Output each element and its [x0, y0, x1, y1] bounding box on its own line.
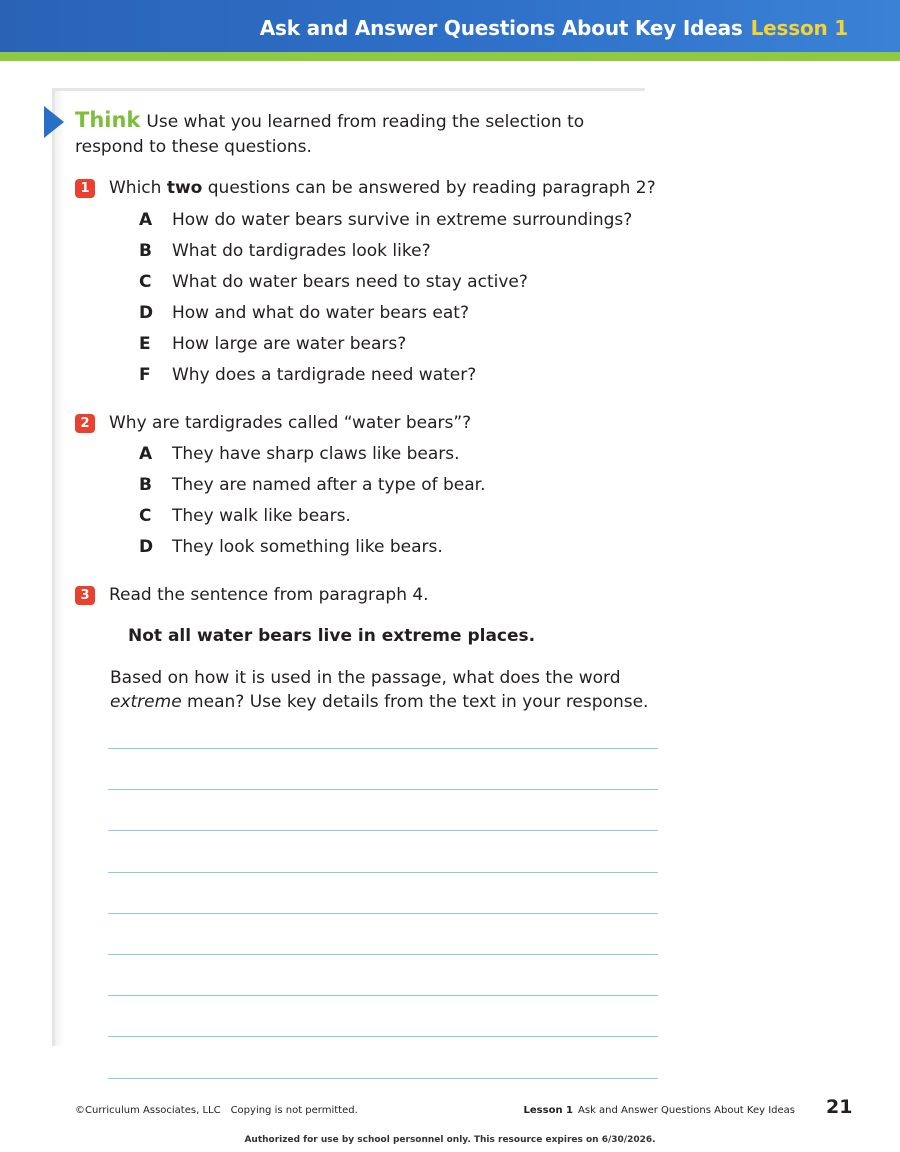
option-text[interactable]: They are named after a type of bear. [172, 475, 486, 495]
authorization-notice: Authorized for use by school personnel only. This resource expires on 6/30/2026. [244, 1135, 656, 1145]
option-text[interactable]: They look something like bears. [172, 537, 443, 557]
question-1-text [109, 176, 656, 200]
answer-line[interactable] [108, 830, 658, 831]
answer-line[interactable] [108, 1078, 658, 1079]
option-letter[interactable]: B [139, 241, 152, 261]
option-text[interactable]: They have sharp claws like bears. [172, 444, 460, 464]
answer-line[interactable] [108, 995, 658, 996]
option-letter[interactable]: B [139, 475, 152, 495]
option-text[interactable]: How and what do water bears eat? [172, 303, 469, 323]
option-text[interactable]: What do water bears need to stay active? [172, 272, 528, 292]
option-letter[interactable]: A [139, 210, 153, 230]
answer-line[interactable] [108, 872, 658, 873]
question-1-text-after: questions can be answered by reading paragraph 2? [202, 178, 656, 198]
question-number-badge: 1 [75, 179, 95, 198]
think-label: Think [75, 108, 141, 132]
footer-lesson [524, 1105, 795, 1116]
answer-line[interactable] [108, 913, 658, 914]
question-1-text-before: Which [109, 178, 167, 198]
answer-line[interactable] [108, 789, 658, 790]
quoted-sentence: Not all water bears live in extreme places. [128, 626, 536, 646]
page-number: 21 [826, 1096, 853, 1118]
question-number-badge: 2 [75, 414, 95, 433]
option-text[interactable]: How large are water bears? [172, 334, 407, 354]
option-text[interactable]: They walk like bears. [172, 506, 351, 526]
answer-line[interactable] [108, 1036, 658, 1037]
option-letter[interactable]: E [139, 334, 151, 354]
prompt-before: Based on how it is used in the passage, what does the word [110, 668, 621, 688]
question-3-prompt [110, 666, 670, 714]
question-number-badge: 3 [75, 586, 95, 605]
header-lesson: Lesson 1 [750, 16, 848, 40]
footer-lesson-label: Lesson 1 [523, 1105, 574, 1116]
option-letter[interactable]: C [139, 506, 152, 526]
answer-line[interactable] [108, 748, 658, 749]
option-text[interactable]: How do water bears survive in extreme surroundings? [172, 210, 633, 230]
question-3-text: Read the sentence from paragraph 4. [109, 585, 429, 605]
option-letter[interactable]: C [139, 272, 152, 292]
option-text[interactable]: Why does a tardigrade need water? [172, 365, 477, 385]
think-intro-text: Use what you learned from reading the selection to respond to these questions. [75, 112, 585, 157]
option-letter[interactable]: D [139, 537, 154, 557]
header-stripe [0, 52, 900, 61]
option-letter[interactable]: D [139, 303, 154, 323]
prompt-after: mean? Use key details from the text in your response. [181, 692, 649, 712]
prompt-italic-word: extreme [110, 692, 182, 712]
option-letter[interactable]: A [139, 444, 153, 464]
header-title [260, 0, 848, 52]
flag-icon [44, 106, 64, 138]
footer-lesson-title: Ask and Answer Questions About Key Ideas [578, 1105, 795, 1116]
footer-copyright [75, 1105, 358, 1116]
copy-notice: Copying is not permitted. [230, 1105, 358, 1116]
copyright-text: ©Curriculum Associates, LLC [75, 1105, 221, 1116]
question-2-text: Why are tardigrades called “water bears”? [109, 413, 472, 433]
option-text[interactable]: What do tardigrades look like? [172, 241, 431, 261]
think-intro [75, 108, 650, 160]
question-1-text-bold: two [166, 178, 203, 198]
option-letter[interactable]: F [139, 365, 151, 385]
header-title-text: Ask and Answer Questions About Key Ideas [259, 16, 743, 40]
answer-line[interactable] [108, 954, 658, 955]
